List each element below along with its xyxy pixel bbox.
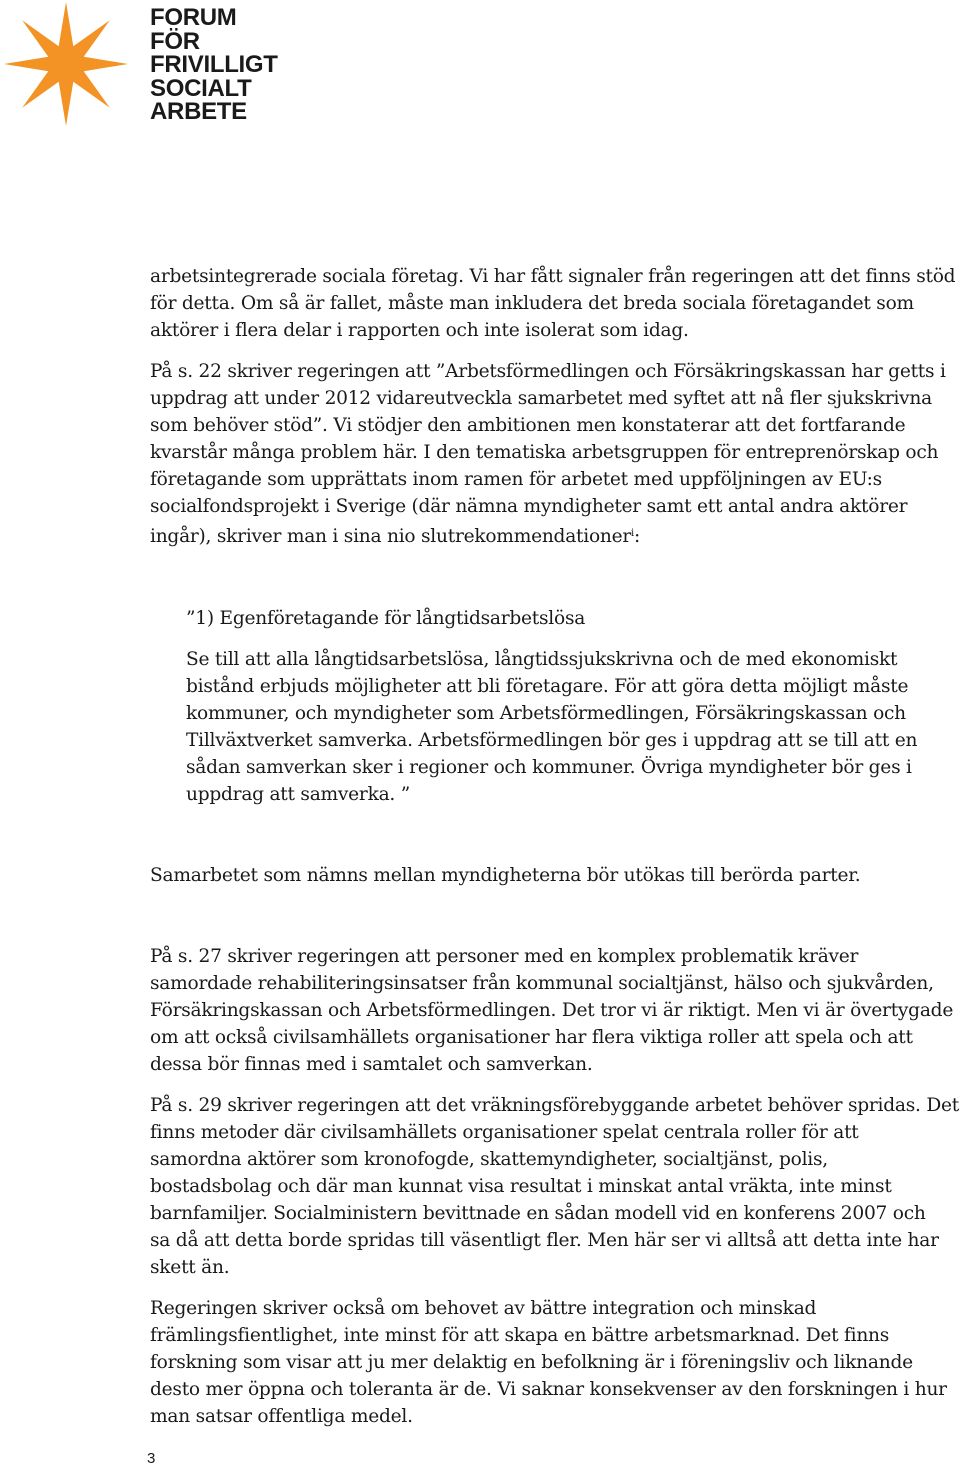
text-line: Samarbetet som nämns mellan myndigheterna bör utökas till berörda parter. bbox=[150, 865, 861, 886]
text-line: för detta. Om så är fallet, måste man inkludera det breda sociala företagandet som bbox=[150, 293, 914, 314]
text-line: dessa bör finnas med i samtalet och samverkan. bbox=[150, 1054, 593, 1075]
text-line: På s. 29 skriver regeringen att det vräkningsförebyggande arbetet behöver spridas. Det bbox=[150, 1095, 959, 1116]
text-line: bistånd erbjuds möjligheter att bli företagare. För att göra detta möjligt måste bbox=[186, 676, 909, 697]
text-line: Tillväxtverket samverka. Arbetsförmedlingen bör ges i uppdrag att se till att en bbox=[186, 730, 918, 751]
logo-line: FORUM bbox=[150, 4, 237, 31]
logo-line: ARBETE bbox=[150, 98, 247, 125]
paragraph-page-22 bbox=[150, 358, 960, 550]
logo-line: SOCIALT bbox=[150, 74, 252, 102]
text-line: Regeringen skriver också om behovet av bättre integration och minskad bbox=[150, 1298, 817, 1319]
star-icon bbox=[4, 2, 128, 126]
quote-heading: ”1) Egenföretagande för långtidsarbetslösa bbox=[186, 608, 586, 629]
text-line: forskning som visar att ju mer delaktig en befolkning är i föreningsliv och liknande bbox=[150, 1352, 913, 1373]
quote-body bbox=[186, 646, 960, 808]
document-body bbox=[150, 263, 960, 1430]
footnote-marker: i bbox=[631, 528, 634, 539]
logo-line: FÖR bbox=[150, 27, 200, 55]
text-line: samordna aktörer som kronofogde, skattemyndigheter, socialtjänst, polis, bbox=[150, 1149, 828, 1170]
text-span: ingår), skriver man i sina nio slutrekommendationer bbox=[150, 526, 632, 547]
text-line: Se till att alla långtidsarbetslösa, långtidssjukskrivna och de med ekonomiskt bbox=[186, 649, 898, 670]
text-line bbox=[150, 520, 960, 550]
text-line: sådan samverkan sker i regioner och kommuner. Övriga myndigheter bör ges i bbox=[186, 757, 912, 778]
text-line: kommuner, och myndigheter som Arbetsförmedlingen, Försäkringskassan och bbox=[186, 703, 906, 724]
text-span: : bbox=[633, 526, 640, 547]
text-line: skett än. bbox=[150, 1257, 230, 1278]
text-line: om att också civilsamhällets organisationer har flera viktiga roller att spela och att bbox=[150, 1027, 913, 1048]
text-line: aktörer i flera delar i rapporten och inte isolerat som idag. bbox=[150, 320, 689, 341]
text-line: desto mer öppna och toleranta är de. Vi saknar konsekvenser av den forskningen i hur bbox=[150, 1379, 947, 1400]
text-line: företagande som upprättats inom ramen för arbetet med uppföljningen av EU:s bbox=[150, 469, 882, 490]
paragraph-cooperation bbox=[150, 862, 960, 889]
text-line: uppdrag att under 2012 vidareutveckla samarbetet med syftet att nå fler sjukskrivna bbox=[150, 388, 932, 409]
paragraph-integration bbox=[150, 1295, 960, 1430]
text-line: barnfamiljer. Socialministern bevittnade en sådan modell vid en konferens 2007 och bbox=[150, 1203, 926, 1224]
block-quote bbox=[150, 605, 960, 808]
text-line: sa då att detta borde spridas till väsentligt fler. Men här ser vi alltså att detta inte har bbox=[150, 1230, 939, 1251]
paragraph-page-27 bbox=[150, 943, 960, 1078]
text-line: man satsar offentliga medel. bbox=[150, 1406, 413, 1427]
text-line: På s. 22 skriver regeringen att ”Arbetsförmedlingen och Försäkringskassan har getts i bbox=[150, 361, 946, 382]
text-line: bostadsbolag och där man kunnat visa resultat i minskat antal vräkta, inte minst bbox=[150, 1176, 892, 1197]
organization-logo bbox=[4, 2, 278, 126]
text-line: På s. 27 skriver regeringen att personer med en komplex problematik kräver bbox=[150, 946, 859, 967]
logo-line: FRIVILLIGT bbox=[150, 51, 278, 78]
page-number: 3 bbox=[147, 1450, 156, 1467]
text-line: kvarstår många problem här. I den tematiska arbetsgruppen för entreprenörskap och bbox=[150, 442, 939, 463]
text-line: uppdrag att samverka. ” bbox=[186, 784, 410, 805]
text-line: arbetsintegrerade sociala företag. Vi har fått signaler från regeringen att det finns stöd bbox=[150, 266, 956, 287]
text-line: socialfondsprojekt i Sverige (där nämna myndigheter samt ett antal andra aktörer bbox=[150, 496, 908, 517]
text-line: Försäkringskassan och Arbetsförmedlingen. Det tror vi är riktigt. Men vi är övertygade bbox=[150, 1000, 954, 1021]
paragraph-continuation bbox=[150, 263, 960, 344]
text-line: samordade rehabiliteringsinsatser från kommunal socialtjänst, hälso och sjukvården, bbox=[150, 973, 934, 994]
logo-wordmark bbox=[150, 6, 278, 124]
paragraph-page-29 bbox=[150, 1092, 960, 1281]
text-line: som behöver stöd”. Vi stödjer den ambitionen men konstaterar att det fortfarande bbox=[150, 415, 906, 436]
text-line: finns metoder där civilsamhällets organisationer spelat centrala roller för att bbox=[150, 1122, 859, 1143]
text-line: främlingsfientlighet, inte minst för att skapa en bättre arbetsmarknad. Det finns bbox=[150, 1325, 890, 1346]
